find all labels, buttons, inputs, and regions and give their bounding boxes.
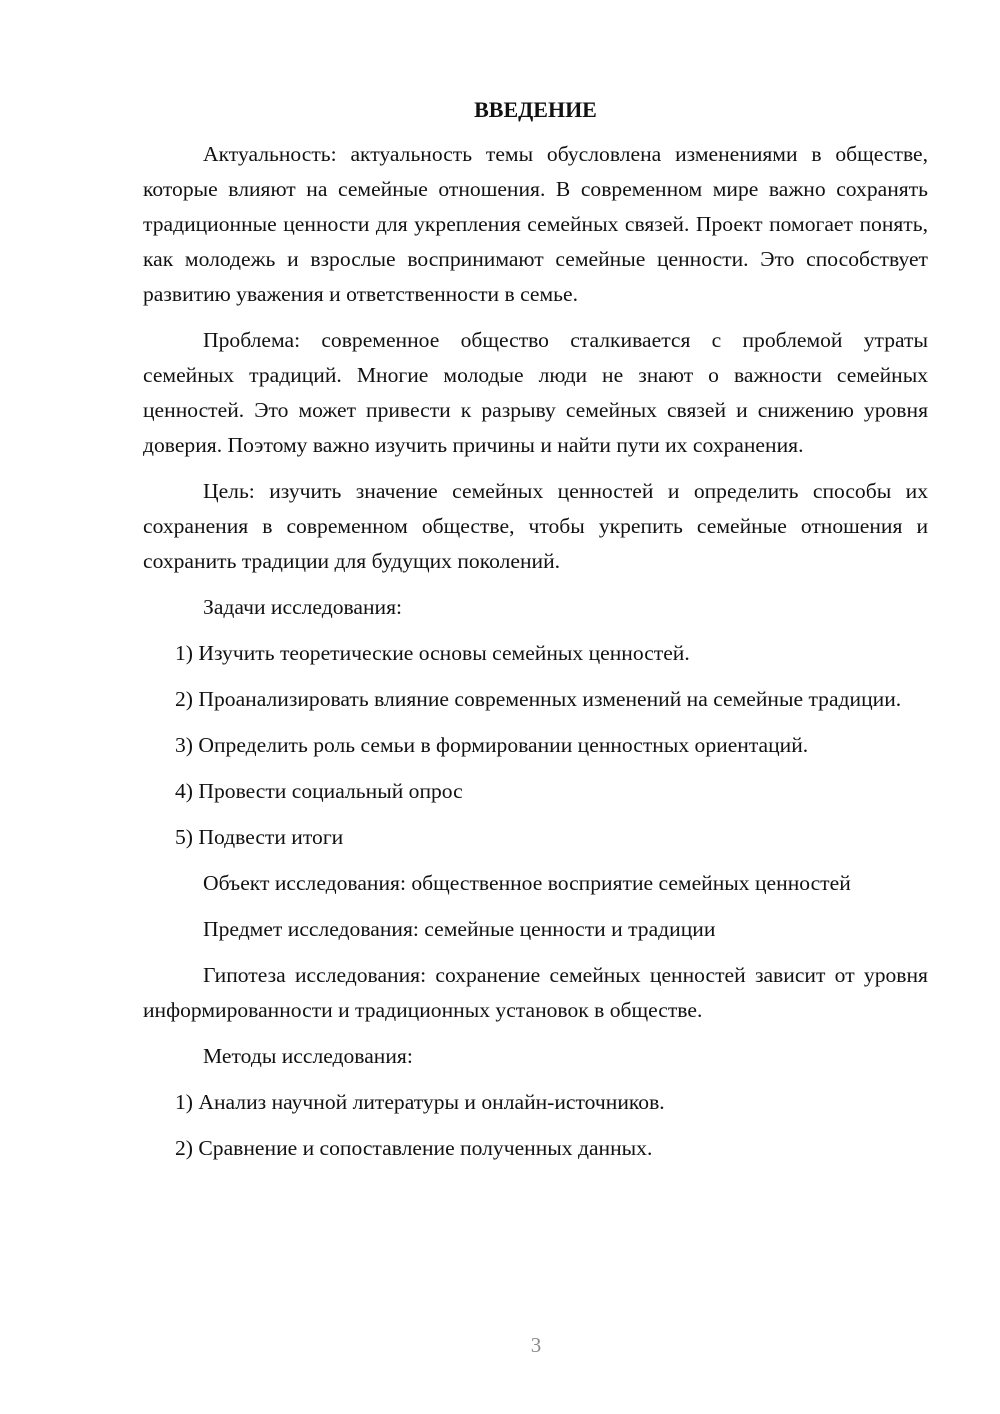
section-heading: ВВЕДЕНИЕ bbox=[474, 97, 597, 122]
document-page bbox=[143, 92, 928, 1177]
tasks-title: Задачи исследования: bbox=[203, 595, 403, 619]
methods-title: Методы исследования: bbox=[203, 1044, 413, 1068]
task-item: 2) Проанализировать влияние современных изменений на семейные традиции. bbox=[175, 687, 902, 711]
task-item: 5) Подвести итоги bbox=[175, 825, 344, 849]
hypothesis-paragraph: Гипотеза исследования: сохранение семейных ценностей зависит от уровня информированности и традиционных установок в обществе. bbox=[143, 963, 928, 1022]
object-paragraph: Объект исследования: общественное восприятие семейных ценностей bbox=[203, 871, 851, 895]
method-item: 2) Сравнение и сопоставление полученных данных. bbox=[175, 1136, 653, 1160]
task-item: 1) Изучить теоретические основы семейных ценностей. bbox=[175, 641, 690, 665]
goal-paragraph: Цель: изучить значение семейных ценностей и определить способы их сохранения в современном обществе, чтобы укрепить семейные отношения и сохранить традиции для будущих поколений. bbox=[143, 479, 928, 573]
task-item: 3) Определить роль семьи в формировании ценностных ориентаций. bbox=[175, 733, 809, 757]
problem-paragraph: Проблема: современное общество сталкивается с проблемой утраты семейных традиций. Многие молодые люди не знают о важности семейных ценностей. Это может привести к разрыву семейных связей и снижению уровня доверия. Поэтому важно изучить причины и найти пути их сохранения. bbox=[143, 328, 928, 457]
page-number: 3 bbox=[530, 1333, 542, 1357]
method-item: 1) Анализ научной литературы и онлайн-источников. bbox=[175, 1090, 665, 1114]
subject-paragraph: Предмет исследования: семейные ценности и традиции bbox=[203, 917, 716, 941]
task-item: 4) Провести социальный опрос bbox=[175, 779, 463, 803]
relevance-paragraph: Актуальность: актуальность темы обусловлена изменениями в обществе, которые влияют на семейные отношения. В современном мире важно сохранять традиционные ценности для укрепления семейных связей. Проект помогает понять, как молодежь и взрослые воспринимают семейные ценности. Это способствует развитию уважения и ответственности в семье. bbox=[143, 142, 928, 306]
